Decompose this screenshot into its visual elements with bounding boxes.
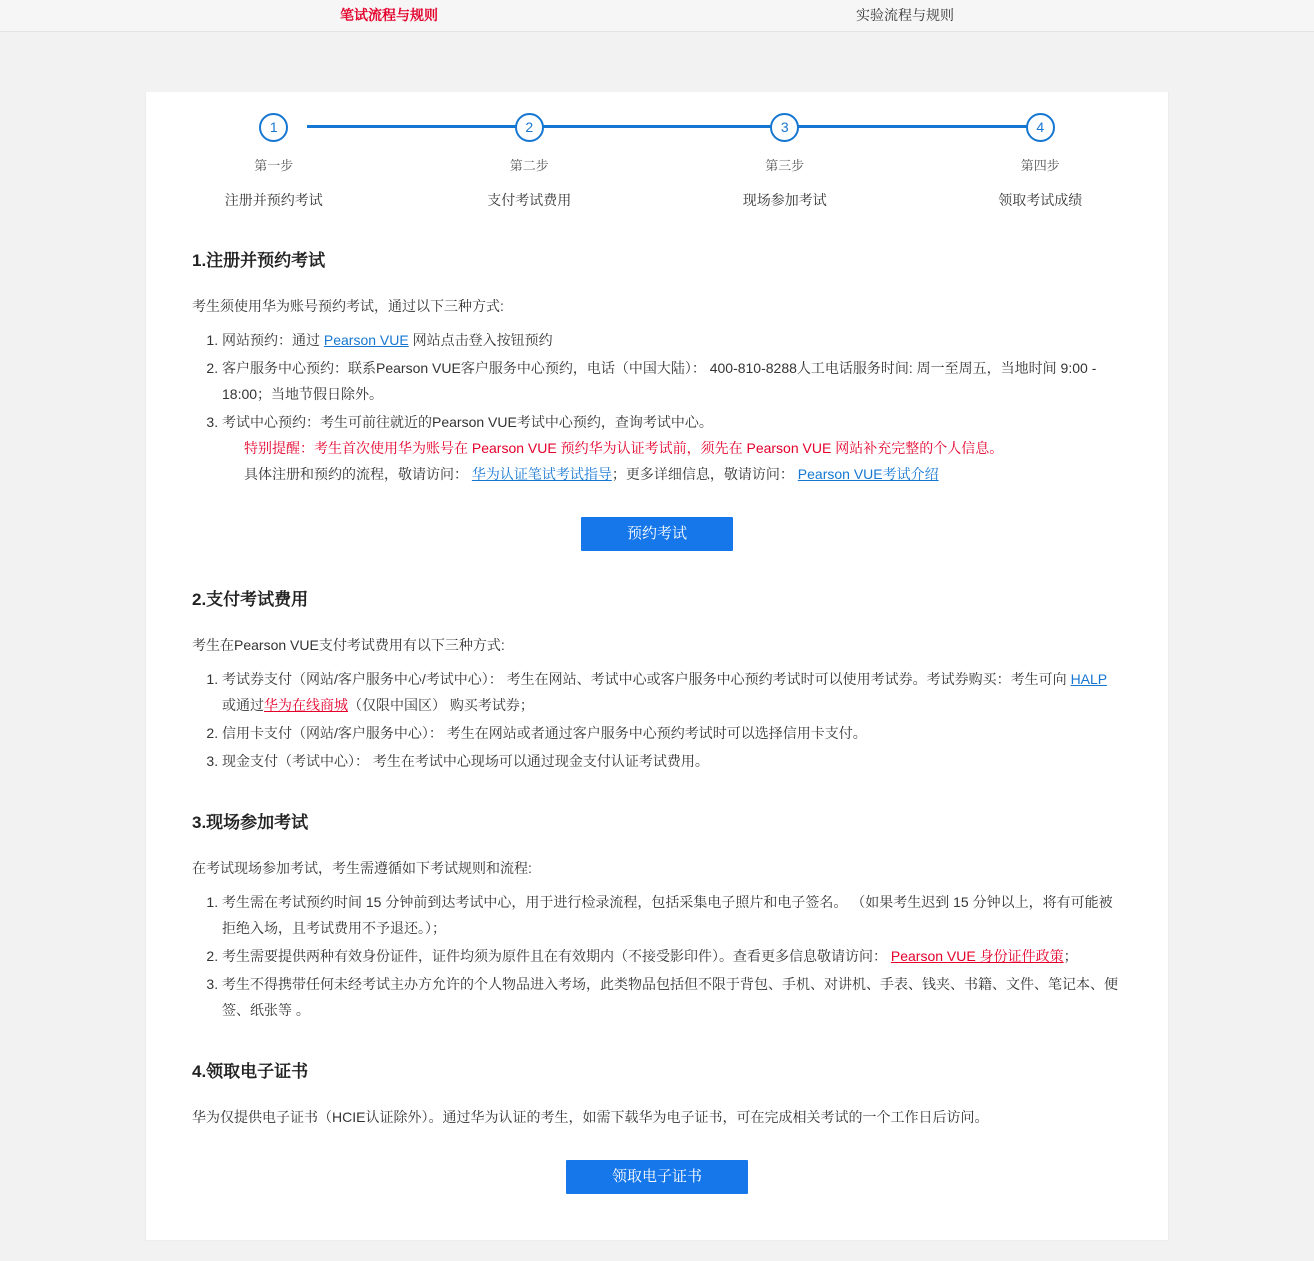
section-2-intro: 考生在Pearson VUE支付考试费用有以下三种方式: — [192, 637, 505, 653]
book-exam-button[interactable]: 预约考试 — [581, 517, 733, 551]
step-2[interactable] — [402, 92, 658, 210]
section-1-item-2: 2. 客户服务中心预约：联系Pearson VUE客户服务中心预约，电话（中国大陆）： 400-810-8288人工电话服务时间: 周一至周五，当地时间 9:00 - 18:00；当地节假日除外。 — [222, 355, 1122, 407]
section-3-item-3: 3. 考生不得携带任何未经考试主办方允许的个人物品进入考场，此类物品包括但不限于背包、手机、对讲机、手表、钱夹、书籍、文件、笔记本、便签、纸张等 。 — [222, 971, 1122, 1023]
section-1-list — [192, 327, 1122, 487]
section-2-item-2: 2. 信用卡支付（网站/客户服务中心）： 考生在网站或者通过客户服务中心预约考试时可以选择信用卡支付。 — [222, 720, 1122, 746]
step-1-number: 1 — [259, 113, 288, 142]
claim-e-certificate-button[interactable]: 领取电子证书 — [566, 1160, 748, 1194]
page-container — [0, 92, 1314, 1261]
section-3-item-2-post: ； — [1063, 948, 1078, 964]
step-4-label: 领取考试成绩 — [998, 192, 1083, 208]
section-3-title: 3.现场参加考试 — [192, 813, 309, 832]
tab-written-exam-process[interactable]: 笔试流程与规则 — [340, 7, 438, 23]
step-1-sub: 第一步 — [254, 158, 294, 173]
section-1-intro: 考生须使用华为账号预约考试，通过以下三种方式: — [192, 298, 504, 314]
section-2-list — [192, 666, 1122, 774]
pearson-vue-link[interactable]: Pearson VUE — [323, 332, 409, 348]
section-1-title: 1.注册并预约考试 — [192, 251, 326, 270]
section-1-note-line — [222, 461, 1122, 487]
pearson-vue-id-policy-link[interactable]: Pearson VUE 身份证件政策 — [890, 948, 1064, 964]
section-2-title: 2.支付考试费用 — [192, 590, 309, 609]
section-1-button-wrap — [192, 517, 1122, 551]
step-3-number: 3 — [770, 113, 799, 142]
step-1[interactable] — [146, 92, 402, 210]
section-1-item-3 — [222, 409, 1122, 487]
section-1-item-1 — [222, 327, 1122, 353]
section-1-item-3-text: 考试中心预约：考生可前往就近的Pearson VUE考试中心预约，查询考试中心。 — [222, 414, 713, 430]
step-4-sub: 第四步 — [1020, 158, 1060, 173]
step-2-number: 2 — [515, 113, 544, 142]
step-2-sub: 第二步 — [509, 158, 549, 173]
section-3-list — [192, 889, 1122, 1023]
step-1-label: 注册并预约考试 — [224, 192, 323, 208]
section-2-item-1-mid: 或通过 — [222, 697, 264, 713]
content-body — [146, 246, 1168, 1194]
step-4-number: 4 — [1026, 113, 1055, 142]
content-card — [145, 92, 1169, 1241]
section-2-item-1-pre: 考试券支付（网站/客户服务中心/考试中心）： 考生在网站、考试中心或客户服务中心预约考试时可以使用考试券。考试券购买：考生可向 — [222, 671, 1071, 687]
section-3-item-2 — [222, 943, 1122, 969]
section-1-note-pre: 具体注册和预约的流程，敬请访问： — [244, 466, 468, 482]
tab-bar — [0, 0, 1314, 32]
huawei-online-store-link[interactable]: 华为在线商城 — [264, 697, 348, 713]
section-2-item-1 — [222, 666, 1122, 718]
pearson-vue-exam-intro-link[interactable]: Pearson VUE考试介绍 — [797, 466, 939, 482]
exam-process-stepper — [146, 92, 1168, 212]
section-3-item-1: 1. 考生需在考试预约时间 15 分钟前到达考试中心，用于进行检录流程，包括采集电子照片和电子签名。 （如果考生迟到 15 分钟以上，将有可能被拒绝入场，且考试费用不予退还。）； — [222, 889, 1122, 941]
step-4[interactable] — [913, 92, 1169, 210]
step-3-sub: 第三步 — [765, 158, 805, 173]
section-1-item-1-post: 网站点击登入按钮预约 — [408, 332, 553, 348]
section-4-para: 华为仅提供电子证书（HCIE认证除外）。通过华为认证的考生，如需下载华为电子证书，可在完成相关考试的一个工作日后访问。 — [192, 1109, 989, 1125]
halp-link[interactable]: HALP — [1070, 671, 1107, 687]
section-3-intro: 在考试现场参加考试，考生需遵循如下考试规则和流程: — [192, 860, 532, 876]
section-1-special-note: 特别提醒：考生首次使用华为账号在 Pearson VUE 预约华为认证考试前，须先在 Pearson VUE 网站补充完整的个人信息。 — [244, 440, 1004, 456]
section-2-item-3: 3. 现金支付（考试中心）： 考生在考试中心现场可以通过现金支付认证考试费用。 — [222, 748, 1122, 774]
section-4-title: 4.领取电子证书 — [192, 1062, 309, 1081]
section-1-note-mid: ；更多详细信息，敬请访问： — [611, 466, 794, 482]
step-3[interactable] — [657, 92, 913, 210]
section-4-button-wrap — [192, 1160, 1122, 1194]
step-3-label: 现场参加考试 — [742, 192, 827, 208]
step-2-label: 支付考试费用 — [487, 192, 572, 208]
section-2-item-1-post: （仅限中国区） 购买考试券； — [348, 697, 534, 713]
tab-lab-exam-process[interactable]: 实验流程与规则 — [856, 7, 954, 23]
section-1-item-1-pre: 网站预约：通过 — [222, 332, 324, 348]
section-3-item-2-pre: 考生需要提供两种有效身份证件，证件均须为原件且在有效期内（不接受影印件）。查看更多信息敬请访问： — [222, 948, 891, 964]
huawei-written-exam-guide-link[interactable]: 华为认证笔试考试指导 — [471, 466, 612, 482]
